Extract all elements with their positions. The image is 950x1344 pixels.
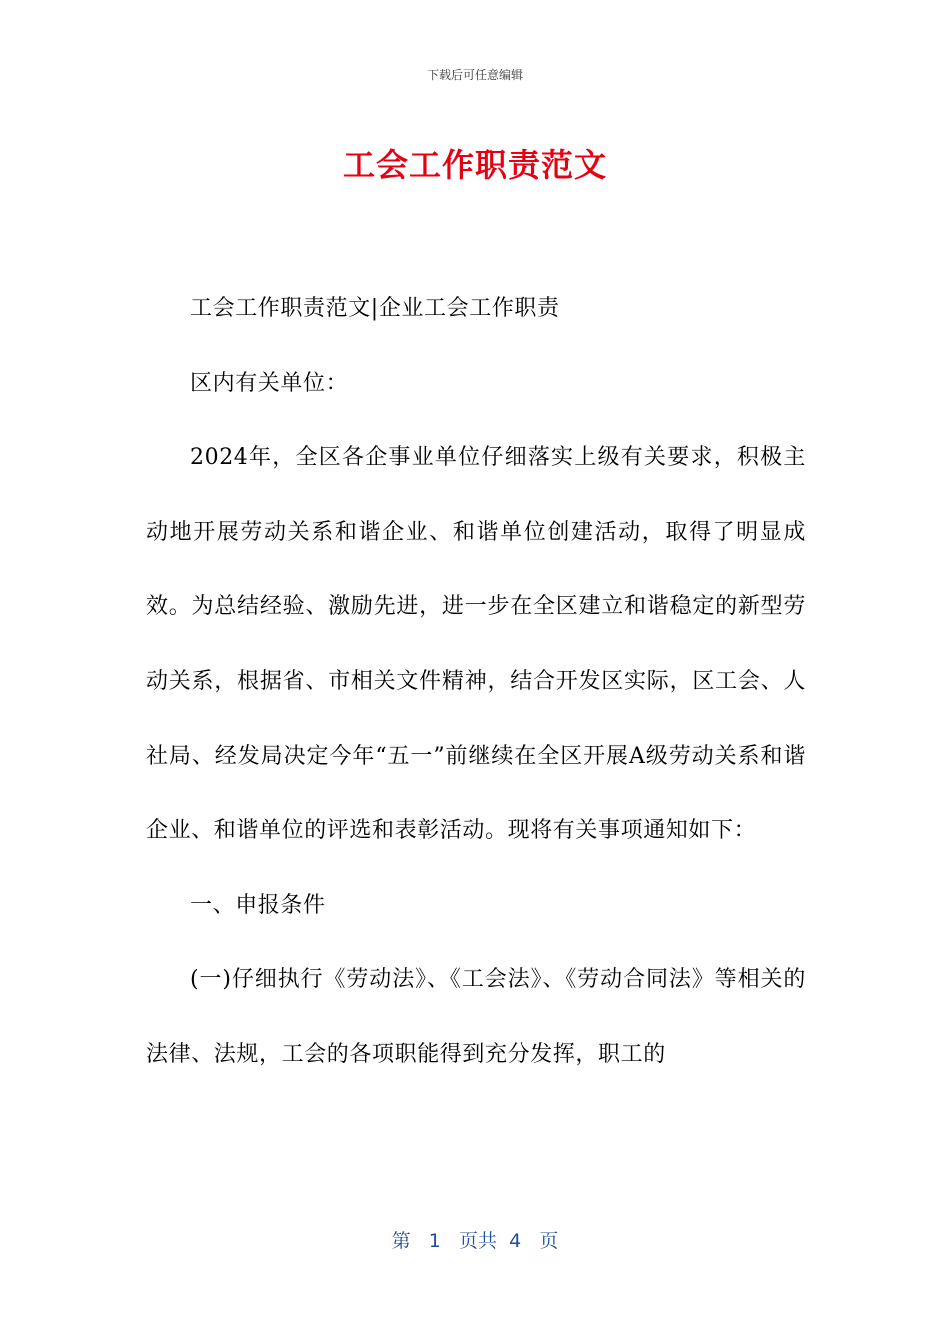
footer-page-prefix: 第 [391, 1230, 411, 1252]
footer-page-mid: 页共 [459, 1230, 498, 1252]
footer-page-number: 1 [428, 1230, 441, 1252]
paragraph-salutation: 区内有关单位： [190, 370, 349, 396]
footer-page-suffix: 页 [539, 1230, 559, 1252]
page-footer [0, 1226, 950, 1253]
header-note: 下载后可任意编辑 [426, 68, 523, 82]
paragraph-intro: 2024年，全区各企事业单位仔细落实上级有关要求，积极主动地开展劳动关系和谐企业、和谐单位创建活动，取得了明显成效。为总结经验、激励先进，进一步在全区建立和谐稳定的新型劳动关系，根据省、市相关文件精神，结合开发区实际，区工会、人社局、经发局决定今年“五一”前继续在全区开展A级劳动关系和谐企业、和谐单位的评选和表彰活动。现将有关事项通知如下： [146, 445, 806, 844]
document-title: 工会工作职责范文 [342, 146, 607, 184]
footer-page-total: 4 [509, 1230, 522, 1252]
paragraph-subtitle: 工会工作职责范文|企业工会工作职责 [190, 296, 560, 321]
paragraph-section-heading: 一、申报条件 [190, 892, 326, 918]
paragraph-condition-1: (一)仔细执行《劳动法》、《工会法》、《劳动合同法》等相关的法律、法规，工会的各项职能得到充分发挥，职工的 [146, 967, 806, 1067]
document-body [146, 272, 806, 1093]
